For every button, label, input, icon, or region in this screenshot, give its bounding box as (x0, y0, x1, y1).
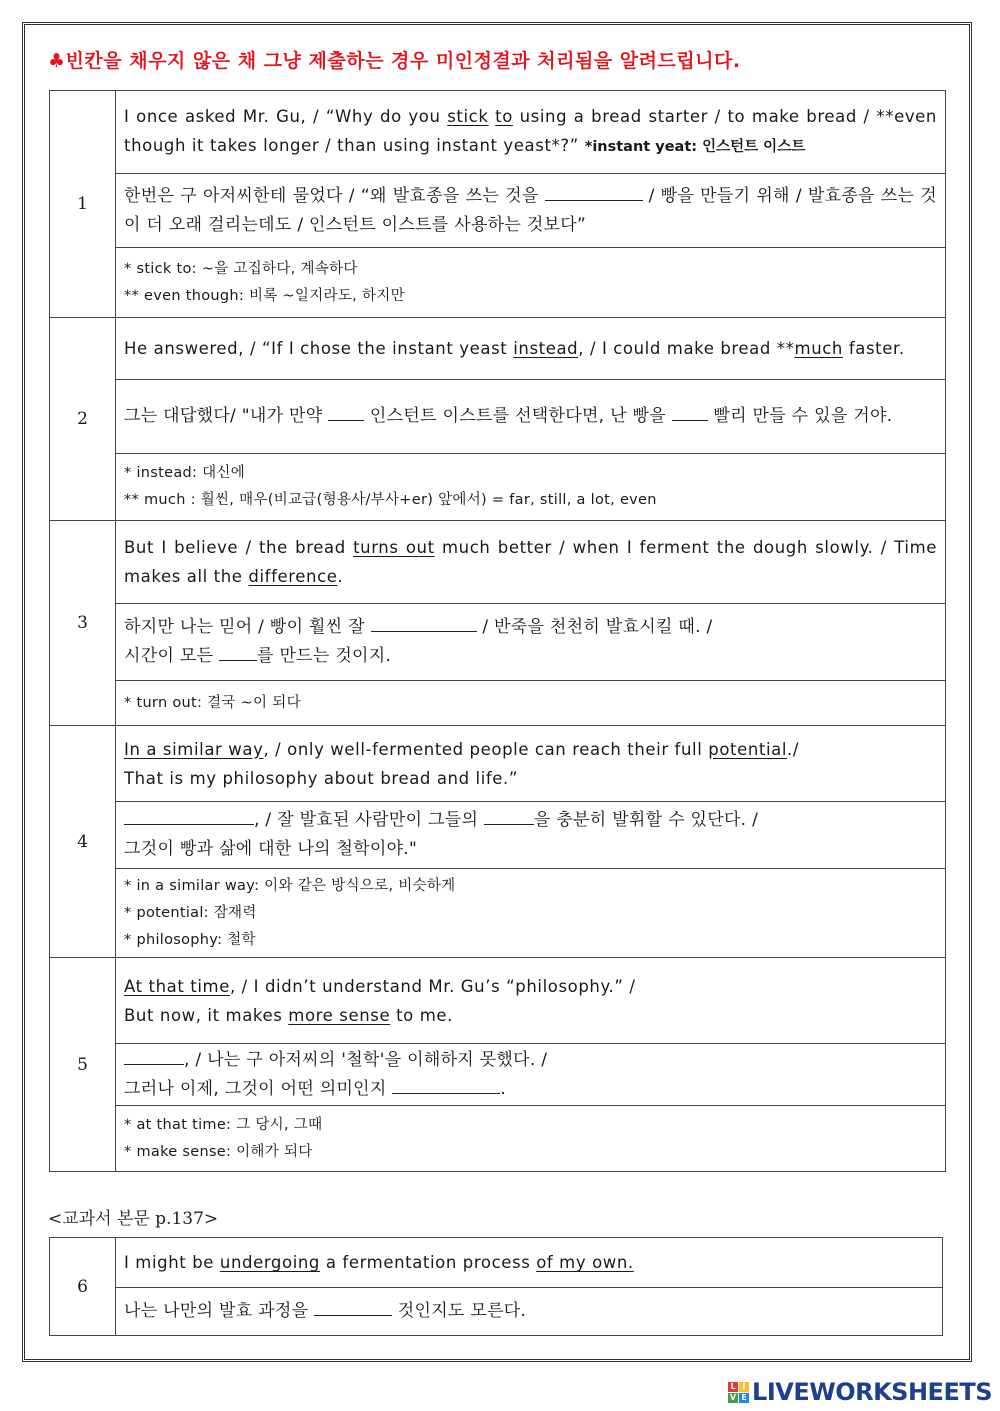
row-5-notes (50, 1106, 946, 1172)
answer-blank[interactable] (672, 402, 708, 421)
logo-mark-icon: L I V E (728, 1382, 749, 1403)
textbook-page-caption: <교과서 본문 p.137> (48, 1209, 219, 1229)
english-sentence: I might be undergoing a fermentation process of my own. (116, 1238, 943, 1288)
english-sentence: I once asked Mr. Gu, / “Why do you stick to using a bread starter / to make bread / **even though it takes longer / than using instant yeast*?” *instant yeat: 인스턴트 이스트 (116, 91, 946, 174)
worksheet-table (49, 90, 946, 1172)
answer-blank[interactable] (392, 1075, 500, 1094)
answer-blank[interactable] (219, 642, 257, 661)
row-6-english (50, 1238, 943, 1288)
english-sentence: But I believe / the bread turns out much better / when I ferment the dough slowly. / Time makes all the difference. (116, 521, 946, 604)
row-1-notes (50, 248, 946, 318)
row-5-english (50, 958, 946, 1044)
vocab-notes: * stick to: ~을 고집하다, 계속하다 ** even though: 비록 ~일지라도, 하지만 (116, 248, 946, 318)
row-number: 2 (50, 318, 116, 521)
row-number: 4 (50, 726, 116, 958)
answer-blank[interactable] (371, 613, 477, 632)
english-sentence: At that time, / I didn’t understand Mr. Gu’s “philosophy.” / But now, it makes more sense to me. (116, 958, 946, 1044)
answer-blank[interactable] (314, 1297, 392, 1316)
korean-translation: 한번은 구 아저씨한테 물었다 / “왜 발효종을 쓰는 것을 / 빵을 만들기 위해 / 발효종을 쓰는 것이 더 오래 걸리는데도 / 인스턴트 이스트를 사용하는 것보다” (116, 174, 946, 248)
logo-text: LIVEWORKSHEETS (752, 1378, 992, 1406)
vocab-notes: * turn out: 결국 ~이 되다 (116, 681, 946, 726)
vocab-notes: * instead: 대신에 ** much : 훨씬, 매우(비교급(형용사/부사+er) 앞에서) = far, still, a lot, even (116, 454, 946, 521)
korean-translation: 그는 대답했다/ "내가 만약 인스턴트 이스트를 선택한다면, 난 빵을 빨리 만들 수 있을 거야. (116, 380, 946, 454)
row-5-korean (50, 1044, 946, 1106)
row-number: 3 (50, 521, 116, 726)
liveworksheets-logo (728, 1380, 992, 1404)
vocab-notes: * in a similar way: 이와 같은 방식으로, 비슷하게 * potential: 잠재력 * philosophy: 철학 (116, 869, 946, 958)
row-3-notes (50, 681, 946, 726)
row-2-notes (50, 454, 946, 521)
row-1-korean (50, 174, 946, 248)
korean-translation: 나는 나만의 발효 과정을 것인지도 모른다. (116, 1288, 943, 1336)
row-4-notes (50, 869, 946, 958)
answer-blank[interactable] (328, 402, 364, 421)
korean-translation: , / 잘 발효된 사람만이 그들의 을 충분히 발휘할 수 있단다. / 그것이 빵과 삶에 대한 나의 철학이야." (116, 802, 946, 869)
row-4-english (50, 726, 946, 802)
vocab-notes: * at that time: 그 당시, 그때 * make sense: 이해가 되다 (116, 1106, 946, 1172)
submission-notice: ♣빈칸을 채우지 않은 채 그냥 제출하는 경우 미인정결과 처리됨을 알려드립니다. (48, 50, 741, 72)
answer-blank[interactable] (484, 806, 534, 825)
answer-blank[interactable] (124, 806, 254, 825)
english-sentence: He answered, / “If I chose the instant yeast instead, / I could make bread **much faster. (116, 318, 946, 380)
row-2-english (50, 318, 946, 380)
row-6-korean (50, 1288, 943, 1336)
row-3-korean (50, 604, 946, 681)
worksheet-table-2 (49, 1237, 943, 1336)
answer-blank[interactable] (124, 1046, 184, 1065)
english-sentence: In a similar way, / only well-fermented people can reach their full potential./ That is my philosophy about bread and life.” (116, 726, 946, 802)
answer-blank[interactable] (545, 182, 643, 201)
vocab-footnote: *instant yeat: 인스턴트 이스트 (584, 139, 806, 155)
korean-translation: , / 나는 구 아저씨의 '철학'을 이해하지 못했다. / 그러나 이제, 그것이 어떤 의미인지 . (116, 1044, 946, 1106)
row-number: 6 (50, 1238, 116, 1336)
row-number: 1 (50, 91, 116, 318)
row-1-english (50, 91, 946, 174)
row-3-english (50, 521, 946, 604)
korean-translation: 하지만 나는 믿어 / 빵이 훨씬 잘 / 반죽을 천천히 발효시킬 때. / 시간이 모든 를 만드는 것이지. (116, 604, 946, 681)
row-2-korean (50, 380, 946, 454)
row-number: 5 (50, 958, 116, 1172)
row-4-korean (50, 802, 946, 869)
